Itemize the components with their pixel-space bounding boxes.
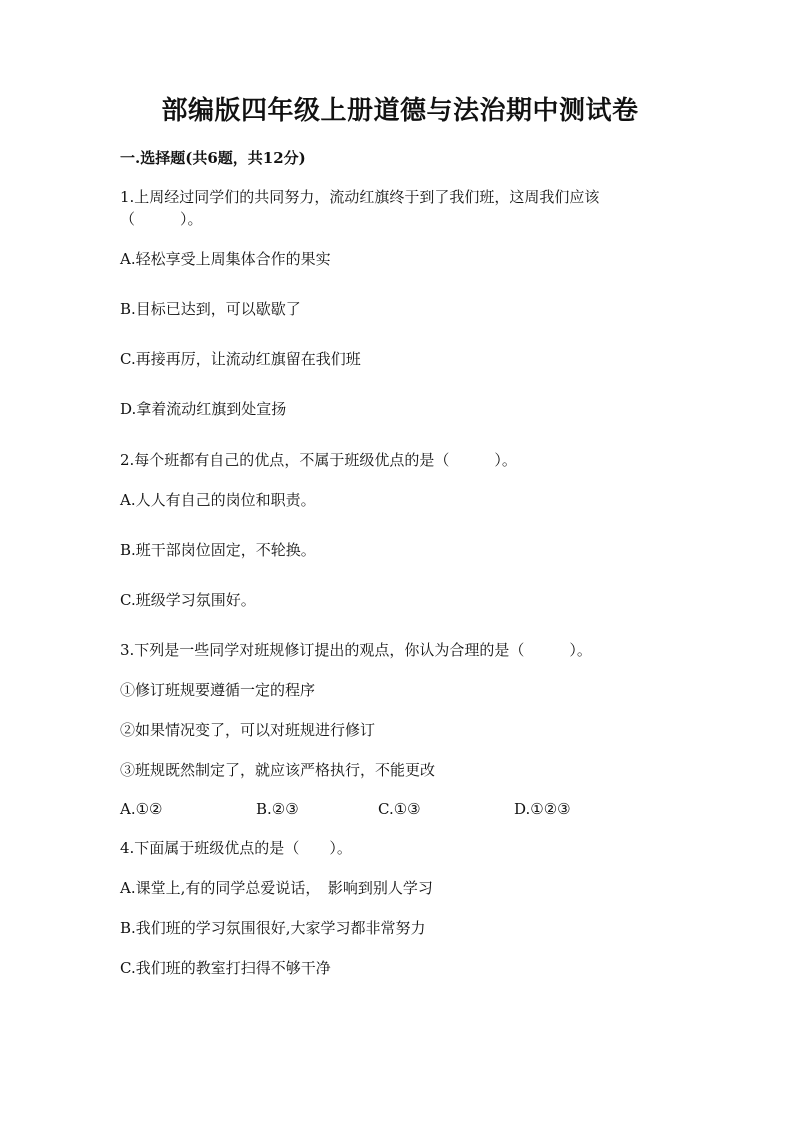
question-1-option-c: C.再接再厉，让流动红旗留在我们班 (120, 350, 361, 368)
question-3-statement-2: ②如果情况变了，可以对班规进行修订 (120, 721, 376, 739)
page-title: 部编版四年级上册道德与法治期中测试卷 (161, 96, 639, 126)
question-3-option-b: B.②③ (256, 800, 299, 818)
question-3-statement-1: ①修订班规要遵循一定的程序 (120, 681, 316, 699)
question-3-stem: 3.下列是一些同学对班规修订提出的观点，你认为合理的是（ ）。 (120, 641, 592, 659)
question-3-statement-3: ③班规既然制定了，就应该严格执行，不能更改 (120, 761, 436, 779)
question-2-option-c: C.班级学习氛围好。 (120, 591, 256, 609)
question-4-option-b: B.我们班的学习氛围很好,大家学习都非常努力 (120, 919, 426, 937)
question-1-stem: 1.上周经过同学们的共同努力，流动红旗终于到了我们班，这周我们应该 (120, 188, 600, 206)
section-heading: 一.选择题(共6题，共12分) (120, 149, 306, 167)
question-3-option-a: A.①② (120, 800, 163, 818)
question-1-option-d: D.拿着流动红旗到处宣扬 (120, 400, 287, 418)
question-1-stem-cont: （ ）。 (120, 210, 203, 228)
question-3-option-c: C.①③ (378, 800, 421, 818)
question-2-stem: 2.每个班都有自己的优点，不属于班级优点的是（ ）。 (120, 451, 517, 469)
question-2-option-a: A.人人有自己的岗位和职责。 (120, 491, 316, 509)
question-3-options-row (120, 799, 680, 820)
question-1-option-b: B.目标已达到，可以歇歇了 (120, 300, 301, 318)
question-4-stem: 4.下面属于班级优点的是（ ）。 (120, 839, 352, 857)
question-2-option-b: B.班干部岗位固定，不轮换。 (120, 541, 316, 559)
question-3-option-d: D.①②③ (514, 800, 571, 818)
question-4-option-c: C.我们班的教室打扫得不够干净 (120, 959, 331, 977)
question-4-option-a: A.课堂上,有的同学总爱说话， 影响到别人学习 (120, 879, 433, 897)
question-1-option-a: A.轻松享受上周集体合作的果实 (120, 250, 331, 268)
